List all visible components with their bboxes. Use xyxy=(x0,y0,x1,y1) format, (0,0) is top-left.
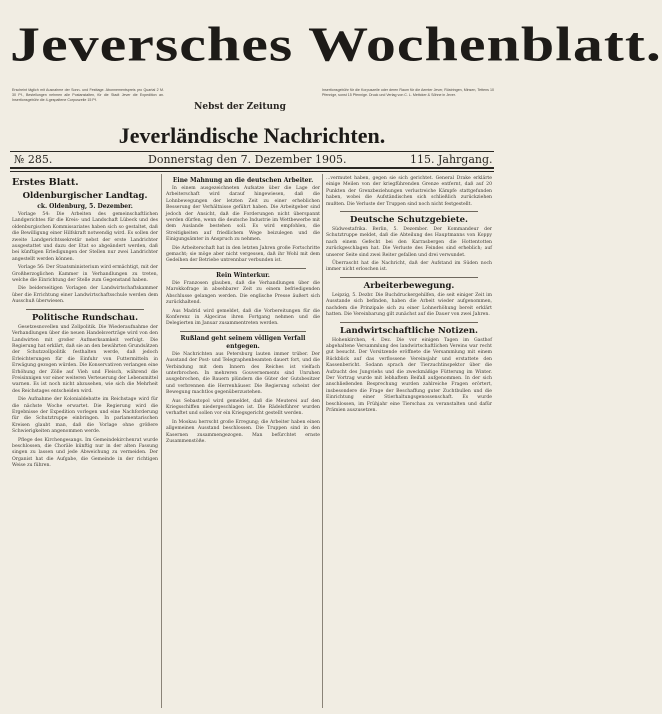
masthead-title: Jeversches Wochenblatt. xyxy=(10,16,662,72)
article-paragraph: Aus Sebastopol wird gemeldet, daß die Meuterei auf den Kriegsschiffen niedergeschlagen ist. Die Rädelsführer wurden verhaftet und sollen vor ein Kriegsgericht gestellt werden. xyxy=(166,398,320,417)
article-paragraph: Leipzig, 5. Dezbr. Die Buchdruckergehilfen, die seit einiger Zeit im Ausstande sich befinden, haben die Arbeit wieder aufgenommen, nachdem die Prinzipale sich zu einer Lohnerhöhung bereit erklärt hatten. Die Vereinbarung gilt zunächst auf die Dauer von zwei Jahren. xyxy=(326,292,492,318)
section-divider xyxy=(26,309,144,310)
article-paragraph: Vorlage 56: Der Staatsministerium wird ermächtigt, mit der Großherzoglichen Kammer in Verhandlungen zu treten, welche die Einrichtung der Stelle zum Gegenstand haben. xyxy=(12,265,158,284)
column-divider xyxy=(322,174,323,708)
subscription-note: Erscheint täglich mit Ausnahme der Sonn- und Festtage. Abonnementspreis pro Quartal 2 M. 30 Pf., Bestellungen nehmen alle Postanstalten, für die Stadt Jever die Expedition an. Insertionsgebühr die 4-gespaltene Corpuszeile 15 Pf. xyxy=(12,88,164,103)
article-paragraph: Vorlage 54: Die Arbeiten des gemeinschaftlichen Landgerichtes für die Kreis- und Landschaft Lübeck und des oldenburgischen Kommissariates haben sich so gestaltet, daß die Bewilligung einer Hilfskraft notwendig wird. Es sollen der zweite Landgerichtssekretär nebst der erste Landrichter ausgestattet und dazu der Etat so abgeändert werden, daß bei künftigen Erledigungen der Stellen nur zwei Landrichter angestellt werden können. xyxy=(12,212,158,262)
subtitle: Jeverländische Nachrichten. xyxy=(118,123,386,148)
section-title: Landwirtschaftliche Notizen. xyxy=(340,325,478,336)
article-paragraph: In Moskau herrscht große Erregung; die Arbeiter haben einen allgemeinen Ausstand beschlossen. Die Truppen sind in den Kasernen zusammengezogen. Man befürchtet ernste Zusammenstöße. xyxy=(166,419,320,444)
supplement-note: Nebst der Zeitung xyxy=(194,102,286,112)
article-paragraph: Die Franzosen glauben, daß die Verhandlungen über die Marokkofrage in absehbarer Zeit zu einem befriedigenden Abschlusse gelangen werden. Die englische Presse äußert sich zurückhaltend. xyxy=(166,280,320,306)
section-divider xyxy=(340,211,478,212)
insertion-note: Insertionsgebühr für die Korpuszeile oder deren Raum für die Aemter Jever, Rüstringen, Minsen, Tettens 10 Pfennige, sonst 15 Pfennige. Druck und Verlag von C. L. Mettcker & Söhne in Jever. xyxy=(322,88,494,98)
article-paragraph: Hohenkirchen, 4. Dez. Die vor einigen Tagen im Gasthof abgehaltene Versammlung des landwirtschaftlichen Vereins war recht gut besucht. Der Vorsitzende eröffnete die Versammlung mit einem Rückblick auf das verflossene Vereinsjahr und erstattete den Kassenbericht. Sodann sprach der Tierzuchtinspektor über die Aufzucht des Jungviehs und die zweckmäßige Fütterung im Winter. Der Vortrag wurde mit lebhaftem Beifall aufgenommen. In der sich anschließenden Besprechung wurden zahlreiche Fragen erörtert, insbesondere die Frage der Beschaffung guter Zuchtbullen und die Einrichtung einer Stierhaltungsgenossenschaft. Es wurde beschlossen, im Frühjahr eine Tierschau zu veranstalten und dafür Prämien auszusetzen. xyxy=(326,337,492,413)
article-paragraph: Die beiderseitigen Vorlagen der Landwirtschaftskammer über die Errichtung einer Landwirtschaftsschule werden dem Ausschuß überwiesen. xyxy=(12,286,158,305)
first-sheet-label: Erstes Blatt. xyxy=(12,177,79,188)
issue-volume: 115. Jahrgang. xyxy=(410,153,493,166)
issue-number: № 285. xyxy=(14,153,53,166)
article-paragraph: ...vermutet haben, gegen sie sich gerichtet. General Drake erklärte einige Meilen von der kriegführenden Grenze entfernt, daß auf 20 Punkten der Grenzbeziehungen verlustreiche Kämpfe stattgefunden haben, wobei die Aufständischen sich schließlich zurückziehen mußten. Die Verluste der Truppen sind noch nicht festgestellt. xyxy=(326,176,492,207)
article-paragraph: Überrascht hat die Nachricht, daß der Aufstand im Süden noch immer nicht erloschen ist. xyxy=(326,261,492,273)
article-paragraph: Die Arbeiterschaft hat in den letzten Jahren große Fortschritte gemacht; sie möge aber nicht vergessen, daß ihr Wohl mit dem Gedeihen der Betriebe untrennbar verbunden ist. xyxy=(166,245,320,264)
header-rule-top xyxy=(10,151,494,152)
column-divider xyxy=(161,174,162,708)
article-paragraph: Pflege des Kirchengesangs. Im Gemeindekirchenrat wurde beschlossen, die Choräle künftig nur in der alten Fassung singen zu lassen und jede Abweichung zu vermeiden. Der Organist hat die Aufgabe, die Gemeinde in der richtigen Weise zu führen. xyxy=(12,437,158,469)
column-left xyxy=(12,176,158,708)
section-title: Politische Rundschau. xyxy=(31,312,139,323)
header-rule-bottom xyxy=(10,167,494,169)
article-paragraph: Aus Madrid wird gemeldet, daß die Vorbereitungen für die Konferenz in Algeciras ihren Fortgang nehmen und die Delegierten im Januar zusammentreten werden. xyxy=(166,308,320,327)
column-middle xyxy=(166,176,320,708)
issue-date: Donnerstag den 7. Dezember 1905. xyxy=(148,153,347,166)
article-paragraph: Südwestafrika. Berlin, 5. Dezember. Der Kommandeur der Schutztruppe meldet, daß die Abteilung des Hauptmanns von Koppy nach einem Gefecht bei den Karrasbergen die Hottentotten zurückgeschlagen hat. Die Verluste des Feindes sind erheblich; auf unserer Seite sind zwei Reiter gefallen und drei verwundet. xyxy=(326,227,492,258)
article-paragraph: Die Nachrichten aus Petersburg lauten immer trüber. Der Ausstand der Post- und Telegraphenbeamten dauert fort, und die Verbindung mit dem Innern des Reiches ist vielfach unterbrochen. In mehreren Gouvernements sind Unruhen ausgebrochen, die Bauern plündern die Güter der Gutsbesitzer und verbrennen die Herrenhäuser. Die Regierung scheint der Bewegung machtlos gegenüberzustehen. xyxy=(166,351,320,396)
section-title: Oldenburgischer Landtag. xyxy=(22,191,148,201)
dateline: ck. Oldenburg, 5. Dezember. xyxy=(37,203,133,210)
section-title: Rein Winterkur. xyxy=(216,271,270,279)
section-divider xyxy=(340,322,478,323)
column-right xyxy=(326,176,492,708)
section-divider xyxy=(180,331,306,332)
section-title: Deutsche Schutzgebiete. xyxy=(349,215,469,226)
article-paragraph: Gesetzesnovellen und Zollpolitik. Die Wiederaufnahme der Verhandlungen über die neuen Handelsverträge wird von den Landwirten mit großer Aufmerksamkeit verfolgt. Die Regierung hat erklärt, daß sie an den bewährten Grundsätzen der Schutzzollpolitik festhalten werde, daß jedoch Erleichterungen für die Einfuhr von Futtermitteln in Erwägung gezogen würden. Die Konservativen verlangen eine Erhöhung der Zölle auf Vieh und Fleisch, während die Freisinnigen vor einer weiteren Verteuerung der Lebensmittel warnen. Es ist noch nicht abzusehen, wie sich die Mehrheit des Reichstages entscheiden wird. xyxy=(12,324,158,394)
section-divider xyxy=(180,268,306,269)
section-title: Arbeiterbewegung. xyxy=(363,280,455,291)
header-rule-thin xyxy=(10,171,494,172)
section-divider xyxy=(340,277,478,278)
section-title: Rußland geht seinem völligen Verfall entgegen. xyxy=(180,334,306,350)
article-paragraph: In einem ausgezeichneten Aufsatze über die Lage der Arbeiterschaft wird darauf hingewiesen, daß die Lohnbewegungen der letzten Zeit zu einer erheblichen Besserung der Verhältnisse geführt haben. Die Arbeitgeber sind jedoch der Ansicht, daß die Forderungen nicht überspannt werden dürfen, wenn die deutsche Industrie im Wettbewerbe mit dem Auslande bestehen soll. Es wird empfohlen, die Streitigkeiten auf friedlichem Wege beizulegen und die Einigungsämter in Anspruch zu nehmen. xyxy=(166,186,320,243)
article-paragraph: Die Aufnahme der Kolonialdebatte im Reichstage wird für die nächste Woche erwartet. Die Regierung wird die Ergebnisse der Expedition vorlegen und eine Nachforderung für die Schutztruppe einbringen. In parlamentarischen Kreisen glaubt man, daß die Vorlage ohne größere Schwierigkeiten angenommen werde. xyxy=(12,397,158,435)
section-title: Eine Mahnung an die deutschen Arbeiter. xyxy=(172,177,314,184)
